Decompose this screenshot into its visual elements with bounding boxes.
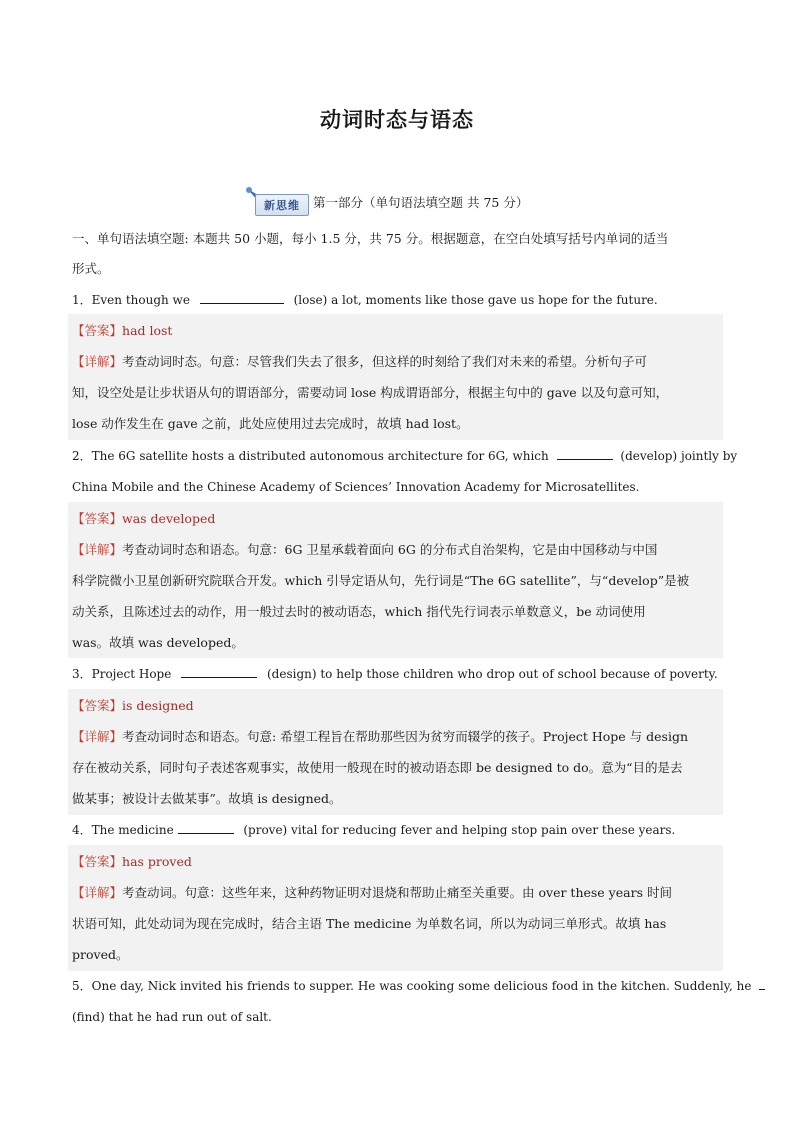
detail-text: 考查动词。句意：这些年来，这种药物证明对退烧和帮助止痛至关重要。由 over these years 时间 <box>122 885 672 900</box>
question-text: 2．The 6G satellite hosts a distributed autonomous architecture for 6G, which <box>72 449 549 463</box>
question-text: 5．One day, Nick invited his friends to supper. He was cooking some delicious food in the kitchen. Suddenly, he <box>72 979 752 993</box>
detail-text: 科学院微小卫星创新研究院联合开发。which 引导定语从句，先行词是“The 6G satellite”，与“develop”是被 <box>72 573 690 588</box>
detail-text: proved。 <box>72 947 129 962</box>
question-2-line-2: China Mobile and the Chinese Academy of Sciences’ Innovation Academy for Microsatellites. <box>72 480 640 494</box>
detail-text: 考查动词时态。句意：尽管我们失去了很多，但这样的时刻给了我们对未来的希望。分析句子可 <box>122 354 648 369</box>
answer-blank <box>759 976 765 990</box>
question-text: (design) to help those children who drop out of school because of poverty. <box>266 667 718 681</box>
instructions-line-1: 一、单句语法填空题: 本题共 50 小题，每小 1.5 分，共 75 分。根据题意，在空白处填写括号内单词的适当 <box>72 231 669 246</box>
instructions-line-2: 形式。 <box>72 261 110 276</box>
detail-text: 存在被动关系，同时句子表述客观事实，故使用一般现在时的被动语态即 be designed to do。意为“目的是去 <box>72 760 683 775</box>
badge-label: 新思维 <box>255 194 309 216</box>
answer-blank <box>178 820 234 834</box>
answer-text: has proved <box>122 854 192 869</box>
answer-block-2 <box>68 502 723 658</box>
answer-block-1 <box>68 314 723 440</box>
question-2 <box>72 446 738 466</box>
question-text: (lose) a lot, moments like those gave us hope for the future. <box>293 293 658 307</box>
answer-blank <box>557 446 613 460</box>
answer-text: was developed <box>122 511 216 526</box>
part-header <box>245 182 528 214</box>
answer-label: 【答案】 <box>72 854 123 869</box>
detail-label: 【详解】 <box>72 354 123 369</box>
answer-text: is designed <box>122 698 194 713</box>
detail-text: 知，设空处是让步状语从句的谓语部分，需要动词 lose 构成谓语部分，根据主句中的 gave 以及句意可知， <box>72 385 669 400</box>
page-title: 动词时态与语态 <box>320 108 474 132</box>
question-text: 4．The medicine <box>72 823 174 837</box>
answer-blank <box>200 290 284 304</box>
question-3 <box>72 664 727 684</box>
question-text: (prove) vital for reducing fever and helping stop pain over these years. <box>243 823 676 837</box>
answer-label: 【答案】 <box>72 323 123 338</box>
question-text: (develop) jointly by <box>620 449 738 463</box>
detail-text: lose 动作发生在 gave 之前，此处应使用过去完成时，故填 had lost。 <box>72 416 469 431</box>
detail-label: 【详解】 <box>72 729 123 744</box>
detail-label: 【详解】 <box>72 885 123 900</box>
detail-label: 【详解】 <box>72 542 123 557</box>
question-5 <box>72 976 752 996</box>
question-text: 1．Even though we <box>72 293 190 307</box>
answer-label: 【答案】 <box>72 698 123 713</box>
answer-label: 【答案】 <box>72 511 123 526</box>
detail-text: was。故填 was developed。 <box>72 635 244 650</box>
detail-text: 动关系，且陈述过去的动作，用一般过去时的被动语态，which 指代先行词表示单数意义，be 动词使用 <box>72 604 646 619</box>
detail-text: 考查动词时态和语态。句意：6G 卫星承载着面向 6G 的分布式自治架构，它是由中国移动与中国 <box>122 542 658 557</box>
answer-text: had lost <box>122 323 173 338</box>
question-4 <box>72 820 727 840</box>
answer-blank <box>181 664 257 678</box>
detail-text: 做某事；被设计去做某事”。故填 is designed。 <box>72 791 342 806</box>
answer-block-4 <box>68 845 723 971</box>
question-text: 3．Project Hope <box>72 667 172 681</box>
detail-text: 考查动词时态和语态。句意: 希望工程旨在帮助那些因为贫穷而辍学的孩子。Project Hope 与 design <box>122 729 689 744</box>
answer-block-3 <box>68 689 723 815</box>
question-1 <box>72 290 727 310</box>
question-5-line-2: (find) that he had run out of salt. <box>72 1010 272 1024</box>
part-title: 第一部分（单句语法填空题 共 75 分） <box>313 195 529 210</box>
detail-text: 状语可知，此处动词为现在完成时，结合主语 The medicine 为单数名词，所以为动词三单形式。故填 has <box>72 916 667 931</box>
new-thinking-badge <box>245 186 311 214</box>
